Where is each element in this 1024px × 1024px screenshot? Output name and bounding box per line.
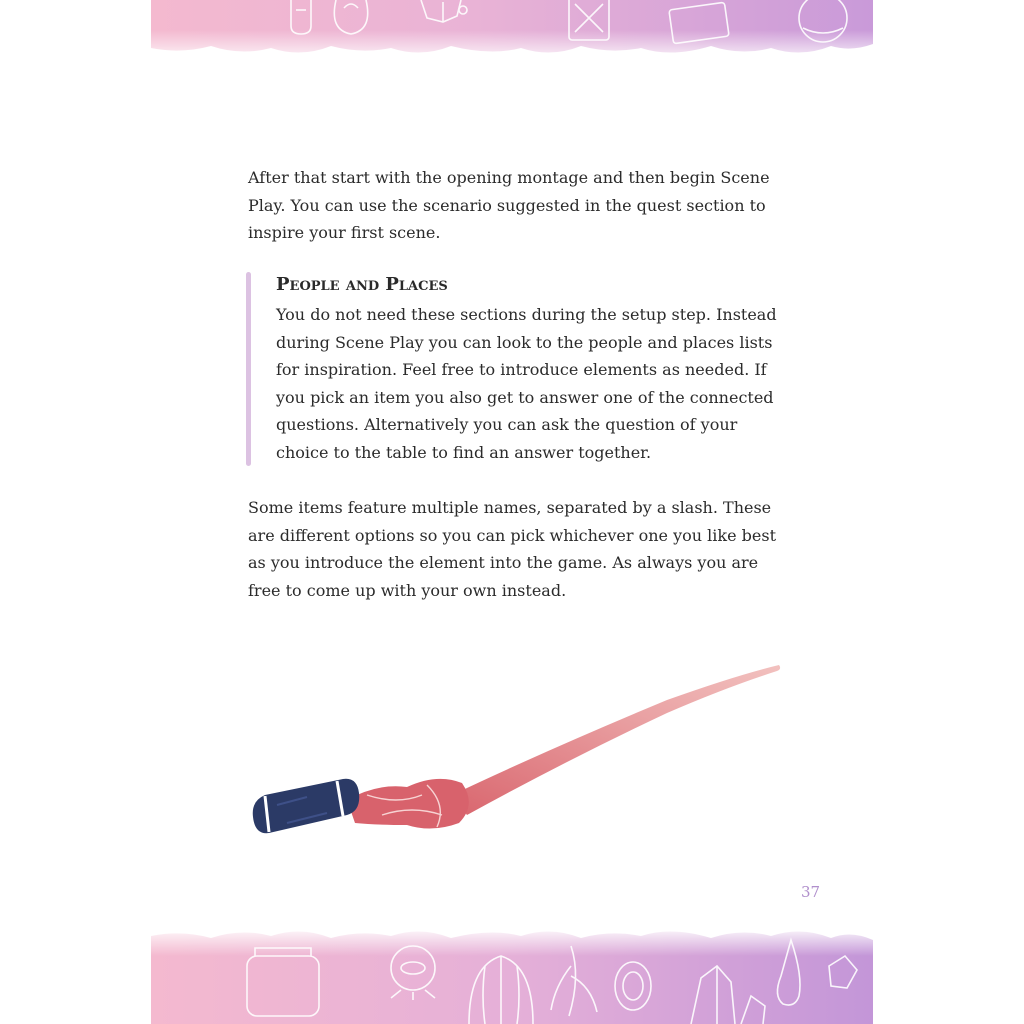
wand-icon <box>247 655 787 845</box>
callout-body: You do not need these sections during the setup step. Instead during Scene Play you can look to the people and places lists for inspiration. Feel free to introduce elements as needed. If you pick an item you also get to answer one of the connected questions. Alternatively you can ask the question of your choice to the table to find an answer together. <box>276 305 777 462</box>
page-number: 37 <box>801 883 821 901</box>
callout-heading: People and Places <box>276 274 448 295</box>
items-paragraph: Some items feature multiple names, separated by a slash. These are different options so you can pick whichever one you like best as you introduce the element into the game. As always you are free to come up with your own instead. <box>248 498 776 600</box>
intro-paragraph: After that start with the opening montage and then begin Scene Play. You can use the scenario suggested in the quest section to inspire your first scene. <box>248 168 770 242</box>
callout-accent-bar <box>246 272 251 466</box>
top-decorative-banner <box>151 0 873 64</box>
book-page <box>151 0 873 1024</box>
bottom-decorative-banner <box>151 926 873 1024</box>
